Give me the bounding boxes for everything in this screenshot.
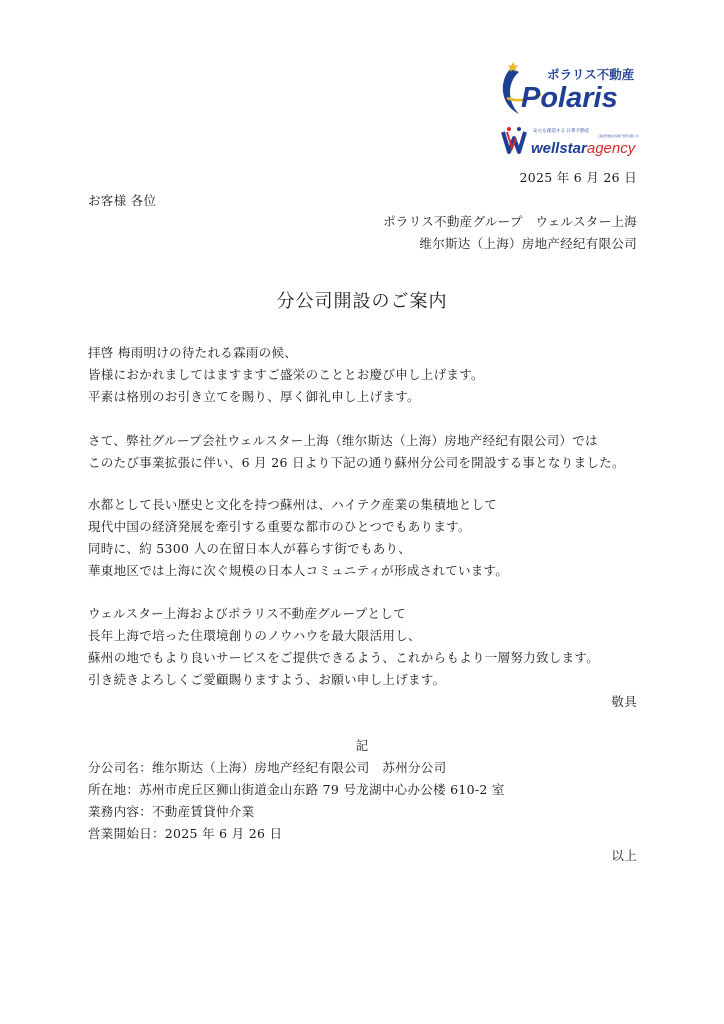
body-line: 引き続きよろしくご愛顧賜りますよう、お願い申し上げます。 [88, 672, 446, 687]
detail-start-date: 営業開始日：2025 年 6 月 26 日 [88, 826, 283, 841]
body-line: このたび事業拡張に伴い、6 月 26 日より下記の通り蘇州分公司を開設する事となりました。 [88, 455, 625, 470]
company-logos [497, 58, 647, 158]
sender-line-2: 维尔斯达（上海）房地产经纪有限公司 [419, 236, 637, 251]
sender-line-1: ポラリス不動産グループ ウェルスター上海 [383, 214, 637, 229]
detail-branch-name: 分公司名：维尔斯达（上海）房地产经纪有限公司 苏州分公司 [88, 760, 447, 775]
body-line: 水都として長い歴史と文化を持つ蘇州は、ハイテク産業の集積地として [88, 497, 498, 512]
ki-heading: 記 [355, 738, 369, 753]
page-title: 分公司開設のご案内 [276, 291, 448, 312]
body-line: 現代中国の経済発展を牽引する重要な都市のひとつでもあります。 [88, 519, 471, 534]
body-line: ウェルスター上海およびポラリス不動産グループとして [88, 606, 406, 621]
wellstar-wordmark: wellstar [531, 140, 587, 157]
body-line: 拝啓 梅雨明けの待たれる霖雨の候、 [88, 345, 298, 360]
body-line: 長年上海で培った住環境創りのノウハウを最大限活用し、 [88, 628, 421, 643]
detail-business: 業務内容：不動産賃貸仲介業 [88, 804, 255, 819]
wellstar-tagline: 安心を創造する 日系不動産 [533, 128, 590, 133]
wellstar-logo [501, 124, 641, 160]
body-line: 平素は格別のお引き立てを賜り、厚く御礼申し上げます。 [88, 389, 420, 404]
end-ijou: 以上 [611, 848, 637, 863]
body-line: 皆様におかれましてはますますご盛栄のこととお慶び申し上げます。 [88, 367, 484, 382]
polaris-logo [497, 58, 647, 120]
svg-text:wellstaragency [531, 140, 637, 157]
body-line: さて、弊社グループ会社ウェルスター上海（维尔斯达（上海）房地产经纪有限公司）では [88, 433, 598, 448]
body-line: 同時に、約 5300 人の在留日本人が暮らす街でもあり、 [88, 541, 412, 556]
polaris-tagline: ポラリス不動産 [547, 68, 635, 82]
addressee: お客様 各位 [88, 193, 157, 208]
detail-address: 所在地：苏州市虎丘区狮山街道金山东路 79 号龙湖中心办公楼 610-2 室 [88, 782, 505, 797]
agency-wordmark: agency [586, 140, 636, 157]
polaris-wordmark: Polaris [521, 82, 618, 114]
letter-date: 2025 年 6 月 26 日 [519, 170, 637, 185]
closing-keigu: 敬具 [611, 694, 637, 709]
wellstar-tagline-sub: 上海居外维思达房地产经纪有限公司 [597, 135, 639, 138]
body-line: 華東地区では上海に次ぐ規模の日本人コミュニティが形成されています。 [88, 563, 509, 578]
body-line: 蘇州の地でもより良いサービスをご提供できるよう、これからもより一層努力致します。 [88, 650, 600, 665]
